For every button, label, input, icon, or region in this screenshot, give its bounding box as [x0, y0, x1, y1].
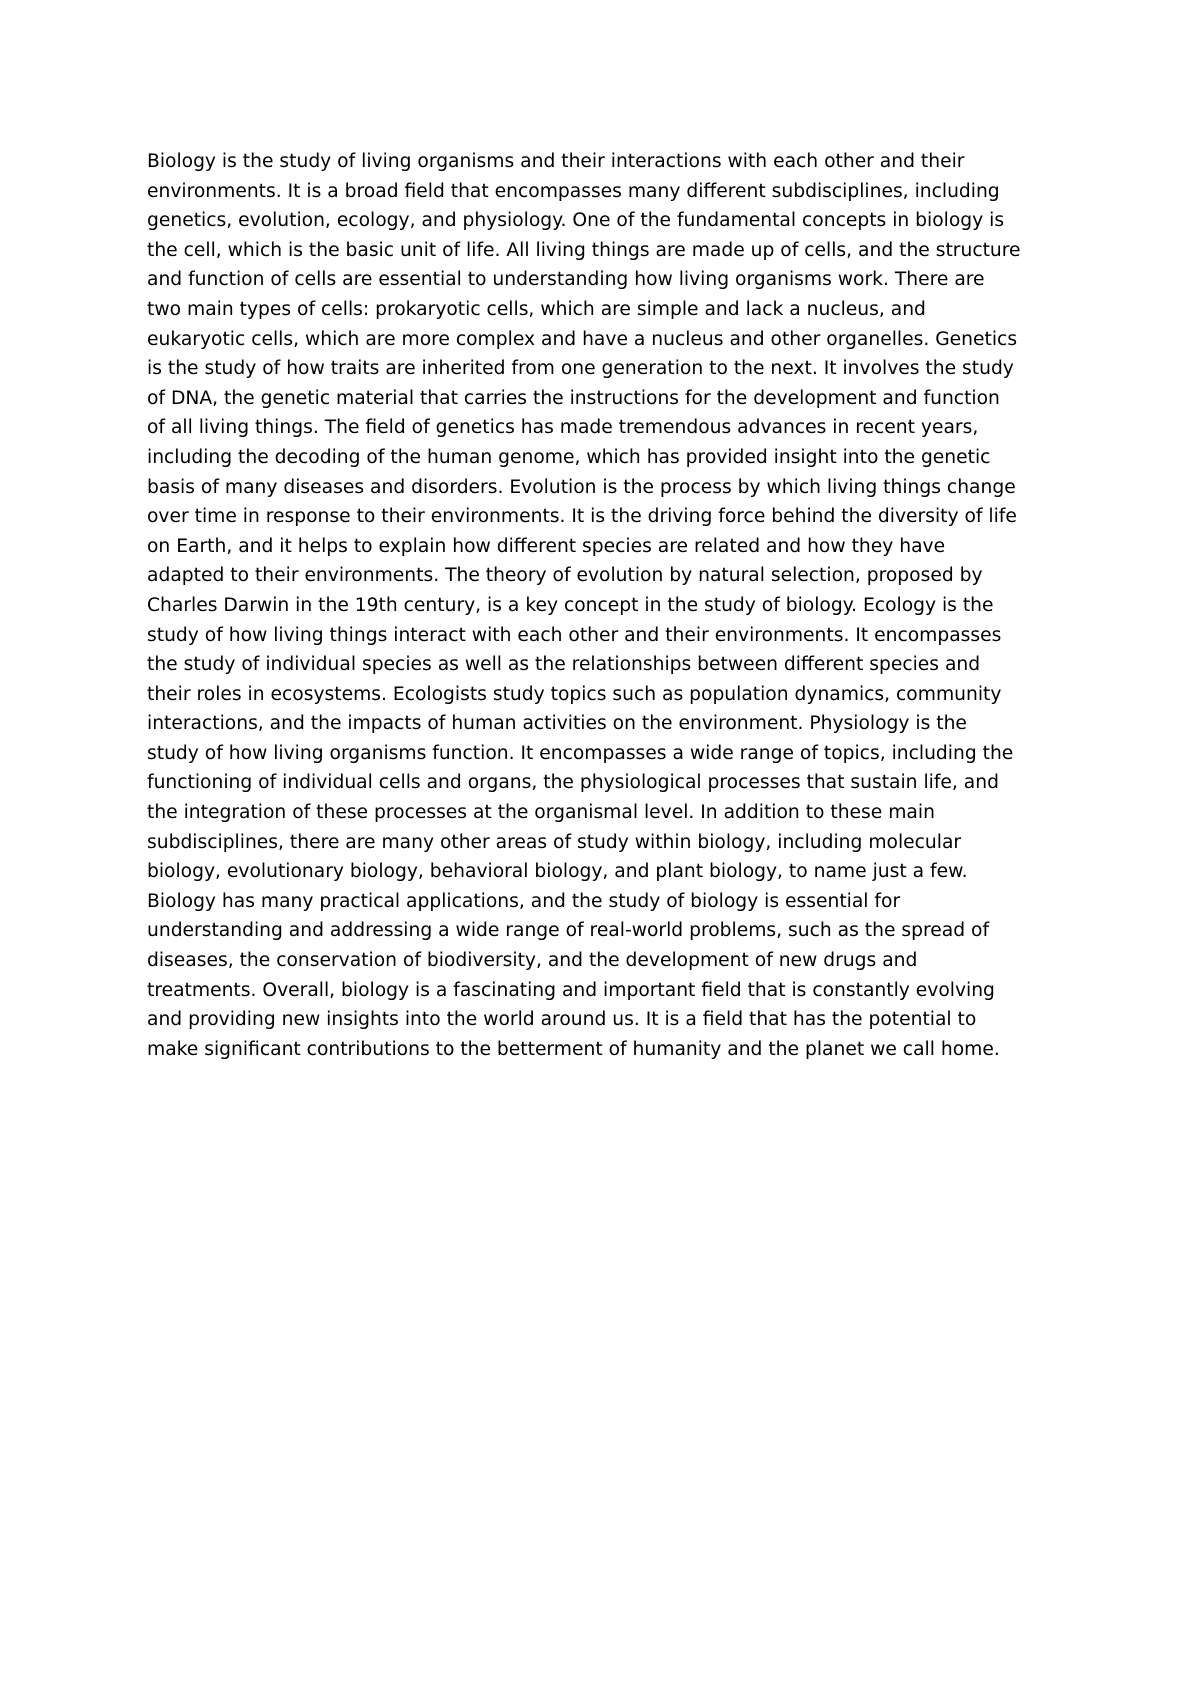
text-line: and providing new insights into the world around us. It is a field that has the potential to	[147, 1009, 977, 1031]
text-line: understanding and addressing a wide range of real-world problems, such as the spread of	[147, 920, 990, 942]
text-line: and function of cells are essential to understanding how living organisms work. There are	[147, 269, 985, 291]
text-line: subdisciplines, there are many other areas of study within biology, including molecular	[147, 831, 962, 853]
text-line: study of how living organisms function. It encompasses a wide range of topics, including the	[147, 742, 1014, 764]
text-line: over time in response to their environments. It is the driving force behind the diversity of life	[147, 506, 1017, 528]
text-line: Charles Darwin in the 19th century, is a key concept in the study of biology. Ecology is the	[147, 594, 994, 616]
text-line: functioning of individual cells and organs, the physiological processes that sustain life, and	[147, 772, 999, 794]
text-line: is the study of how traits are inherited from one generation to the next. It involves the study	[147, 358, 1014, 380]
text-line: the cell, which is the basic unit of life. All living things are made up of cells, and the structure	[147, 239, 1021, 261]
body-paragraph	[147, 147, 1067, 1064]
text-line: the integration of these processes at the organismal level. In addition to these main	[147, 802, 935, 824]
text-line: Biology has many practical applications, and the study of biology is essential for	[147, 890, 901, 912]
text-line: their roles in ecosystems. Ecologists study topics such as population dynamics, community	[147, 683, 1002, 705]
text-line: treatments. Overall, biology is a fascinating and important field that is constantly evolving	[147, 979, 995, 1001]
text-line: of all living things. The field of genetics has made tremendous advances in recent years,	[147, 417, 979, 439]
text-line: biology, evolutionary biology, behavioral biology, and plant biology, to name just a few.	[147, 861, 968, 883]
text-line: Biology is the study of living organisms and their interactions with each other and their	[147, 151, 965, 172]
text-line: two main types of cells: prokaryotic cells, which are simple and lack a nucleus, and	[147, 298, 926, 320]
text-line: basis of many diseases and disorders. Evolution is the process by which living things change	[147, 476, 1016, 498]
text-line: including the decoding of the human genome, which has provided insight into the genetic	[147, 446, 991, 468]
text-line: study of how living things interact with each other and their environments. It encompasses	[147, 624, 1002, 646]
text-line: the study of individual species as well as the relationships between different species and	[147, 654, 981, 676]
text-line: on Earth, and it helps to explain how different species are related and how they have	[147, 535, 946, 557]
text-line: genetics, evolution, ecology, and physiology. One of the fundamental concepts in biology is	[147, 210, 1005, 232]
text-line: interactions, and the impacts of human activities on the environment. Physiology is the	[147, 713, 967, 735]
text-line: eukaryotic cells, which are more complex and have a nucleus and other organelles. Genetics	[147, 328, 1018, 350]
text-line: make significant contributions to the betterment of humanity and the planet we call home.	[147, 1038, 1000, 1060]
text-line: diseases, the conservation of biodiversity, and the development of new drugs and	[147, 950, 918, 972]
text-line: environments. It is a broad field that encompasses many different subdisciplines, including	[147, 180, 1000, 202]
text-line: of DNA, the genetic material that carries the instructions for the development and function	[147, 387, 1000, 409]
text-line: adapted to their environments. The theory of evolution by natural selection, proposed by	[147, 565, 983, 587]
